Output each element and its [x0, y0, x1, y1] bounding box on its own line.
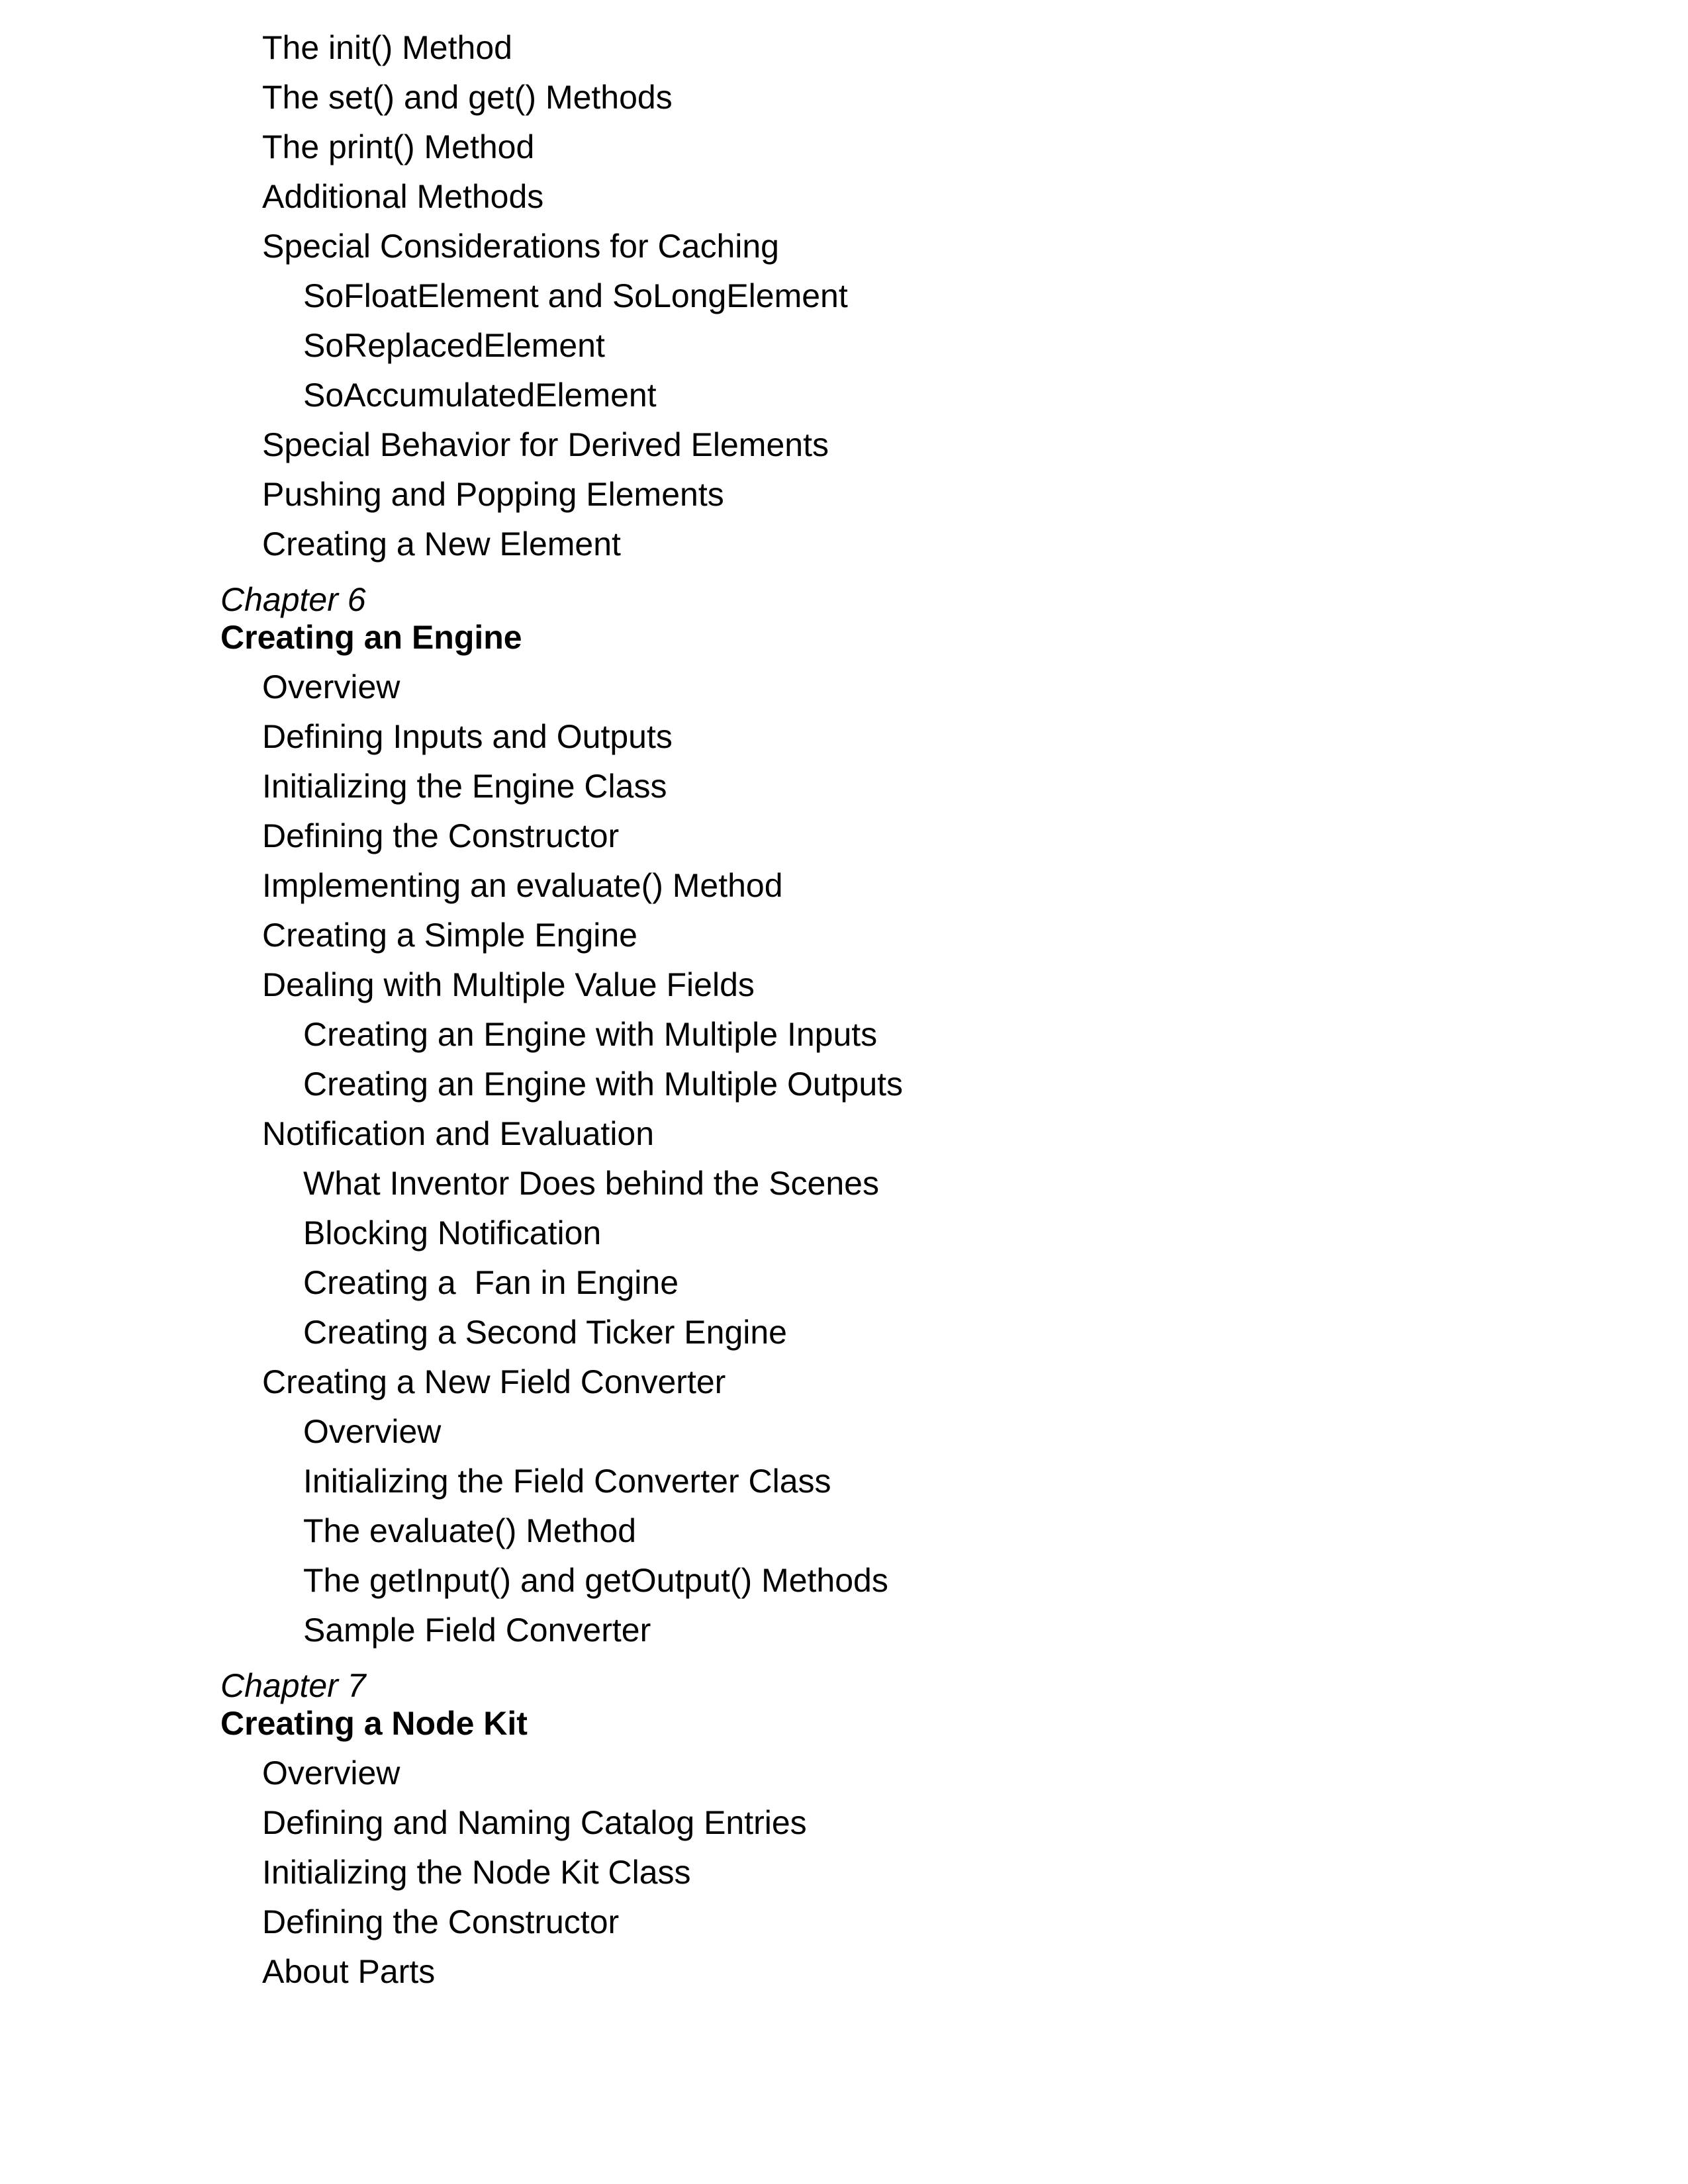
- toc-entry[interactable]: Overview: [262, 1754, 400, 1792]
- toc-entry[interactable]: Defining and Naming Catalog Entries: [262, 1804, 807, 1841]
- chapter-title[interactable]: Creating a Node Kit: [220, 1705, 528, 1742]
- toc-subentry[interactable]: What Inventor Does behind the Scenes: [303, 1165, 879, 1202]
- toc-entry[interactable]: Defining the Constructor: [262, 817, 620, 854]
- chapter-label: Chapter 7: [220, 1667, 366, 1704]
- toc-entry[interactable]: Defining the Constructor: [262, 1903, 620, 1940]
- toc-entry[interactable]: The init() Method: [262, 29, 512, 66]
- chapter-title[interactable]: Creating an Engine: [220, 619, 522, 656]
- toc-entry[interactable]: Special Considerations for Caching: [262, 228, 779, 265]
- toc-entry[interactable]: Dealing with Multiple Value Fields: [262, 966, 755, 1003]
- toc-entry[interactable]: Pushing and Popping Elements: [262, 476, 724, 513]
- toc-subentry[interactable]: Creating a Fan in Engine: [303, 1264, 679, 1301]
- toc-entry[interactable]: Defining Inputs and Outputs: [262, 718, 673, 755]
- toc-entry[interactable]: The set() and get() Methods: [262, 79, 673, 116]
- toc-entry[interactable]: The print() Method: [262, 128, 535, 165]
- toc-entry[interactable]: Creating a New Element: [262, 525, 621, 563]
- toc-entry[interactable]: About Parts: [262, 1953, 436, 1990]
- toc-entry[interactable]: Creating a Simple Engine: [262, 917, 637, 954]
- toc-subentry[interactable]: Initializing the Field Converter Class: [303, 1463, 831, 1500]
- toc-subentry[interactable]: Sample Field Converter: [303, 1612, 651, 1649]
- toc-entry[interactable]: Initializing the Node Kit Class: [262, 1854, 691, 1891]
- toc-entry[interactable]: Special Behavior for Derived Elements: [262, 426, 829, 463]
- toc-entry[interactable]: Overview: [262, 668, 400, 705]
- toc-subentry[interactable]: Blocking Notification: [303, 1214, 602, 1251]
- toc-subentry[interactable]: The evaluate() Method: [303, 1512, 637, 1549]
- toc-subentry[interactable]: SoFloatElement and SoLongElement: [303, 277, 848, 314]
- toc-entry[interactable]: Notification and Evaluation: [262, 1115, 655, 1152]
- toc-subentry[interactable]: Creating a Second Ticker Engine: [303, 1314, 787, 1351]
- toc-subentry[interactable]: SoReplacedElement: [303, 327, 605, 364]
- toc-entry[interactable]: Initializing the Engine Class: [262, 768, 667, 805]
- toc-subentry[interactable]: Creating an Engine with Multiple Outputs: [303, 1066, 904, 1103]
- toc-entry[interactable]: Implementing an evaluate() Method: [262, 867, 783, 904]
- chapter-label: Chapter 6: [220, 581, 366, 618]
- toc-subentry[interactable]: The getInput() and getOutput() Methods: [303, 1562, 888, 1599]
- toc-entry[interactable]: Creating a New Field Converter: [262, 1363, 726, 1400]
- toc-entry[interactable]: Additional Methods: [262, 178, 544, 215]
- toc-subentry[interactable]: Overview: [303, 1413, 442, 1450]
- toc-subentry[interactable]: SoAccumulatedElement: [303, 377, 657, 414]
- toc-subentry[interactable]: Creating an Engine with Multiple Inputs: [303, 1016, 878, 1053]
